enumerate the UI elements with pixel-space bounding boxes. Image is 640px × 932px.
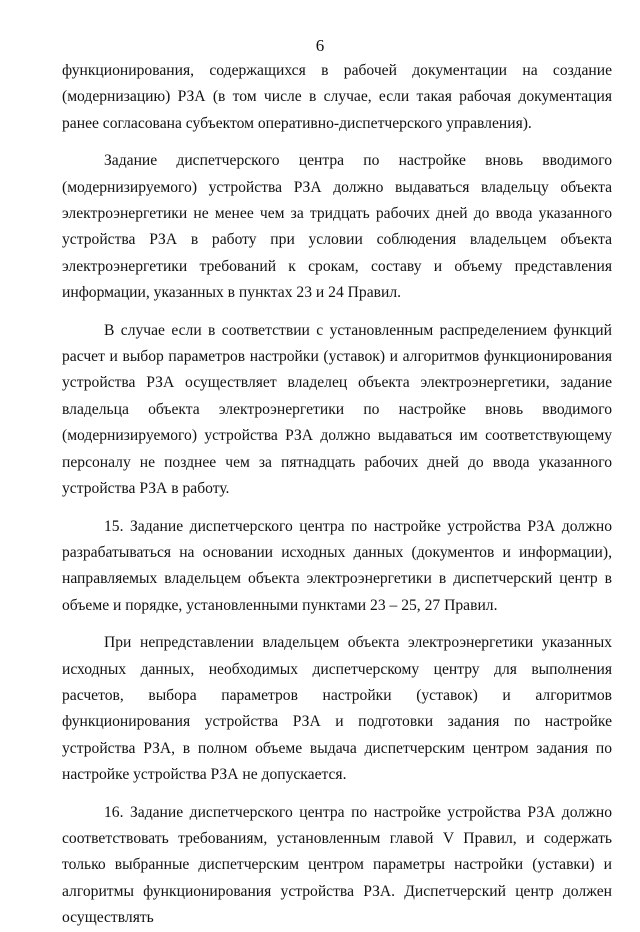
paragraph-dispatch-task-deadline: Задание диспетчерского центра по настройке вновь вводимого (модернизируемого) устройства РЗА должно выдаваться владельцу объекта электроэнергетики не менее чем за тридцать рабочих дней до ввода указанного устройства РЗА в работу при условии соблюдения владельцем объекта электроэнергетики требований к срокам, составу и объему представления информации, указанных в пунктах 23 и 24 Правил. [62,152,612,302]
paragraph-owner-task-deadline: В случае если в соответствии с установленным распределением функций расчет и выбор параметров настройки (уставок) и алгоритмов функционирования устройства РЗА осуществляет владелец объекта электроэнергетики, задание владельца объекта электроэнергетики по настройке вновь вводимого (модернизируемого) устройства РЗА должно выдаваться им соответствующему персоналу не позднее чем за пятнадцать рабочих дней до ввода указанного устройства РЗА в работу. [62,321,612,498]
paragraph-clause-16: 16. Задание диспетчерского центра по настройке устройства РЗА должно соответствовать требованиям, установленным главой V Правил, и содержать только выбранные диспетчерским центром параметры настройки (уставки) и алгоритмы функционирования устройства РЗА. Диспетчерский центр должен осуществлять [62,803,612,927]
page-number: 6 [315,36,325,55]
paragraph-clause-15: 15. Задание диспетчерского центра по настройке устройства РЗА должно разрабатываться на основании исходных данных (документов и информации), направляемых владельцем объекта электроэнергетики в диспетчерский центр в объеме и порядке, установленными пунктами 23 – 25, 27 Правил. [62,517,612,614]
paragraph-missing-data: При непредставлении владельцем объекта электроэнергетики указанных исходных данных, необходимых диспетчерскому центру для выполнения расчетов, выбора параметров настройки (уставок) и алгоритмов функционирования устройства РЗА и подготовки задания по настройке устройства РЗА, в полном объеме выдача диспетчерским центром задания по настройке устройства РЗА не допускается. [62,634,612,784]
document-body [62,58,612,932]
paragraph-continuation: функционирования, содержащихся в рабочей документации на создание (модернизацию) РЗА (в том числе в случае, если такая рабочая документация ранее согласована субъектом оперативно-диспетчерского управления). [62,62,612,132]
